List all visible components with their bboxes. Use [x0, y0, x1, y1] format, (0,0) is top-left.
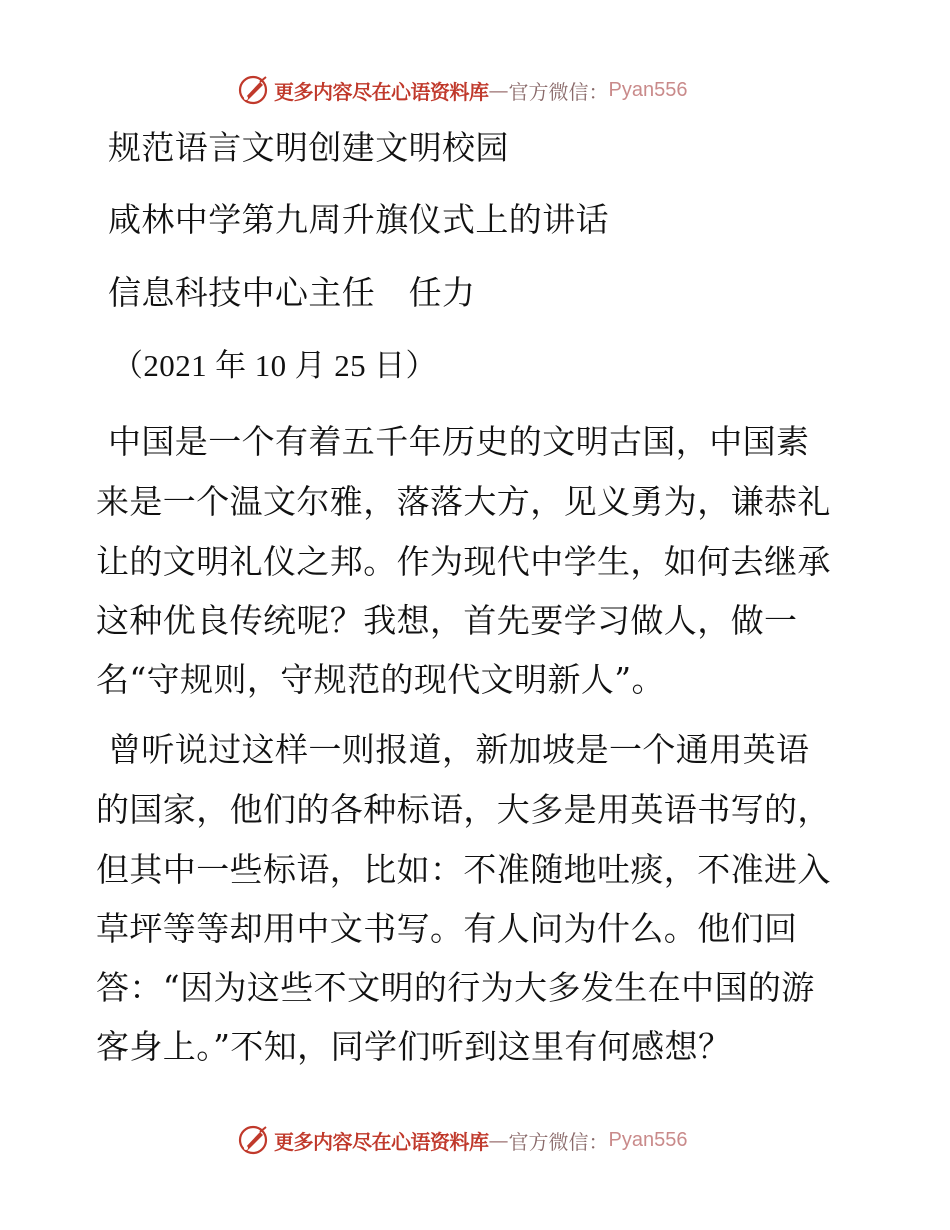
quill-logo-icon	[236, 73, 270, 107]
banner-official-label: 官方微信：	[508, 79, 609, 104]
banner-dash: —	[488, 1128, 509, 1152]
paragraph-line: 客身上。”不知，同学们听到这里有何感想？	[96, 1027, 732, 1066]
document-subtitle: 咸林中学第九周升旗仪式上的讲话	[108, 200, 609, 239]
paragraph-line: 但其中一些标语，比如：不准随地吐痰，不准进入	[96, 850, 831, 889]
banner-official-label: 官方微信：	[508, 1129, 609, 1154]
quill-logo-icon	[236, 1123, 270, 1157]
speaker-line: 信息科技中心主任 任力	[108, 273, 476, 312]
document-title: 规范语言文明创建文明校园	[108, 128, 509, 167]
banner-dash: —	[488, 78, 509, 102]
watermark-banner-bottom	[236, 1122, 687, 1158]
paragraph-line: 让的文明礼仪之邦。作为现代中学生，如何去继承	[96, 542, 831, 581]
watermark-banner-top	[236, 72, 687, 108]
paragraph-line: 草坪等等却用中文书写。有人问为什么。他们回	[96, 909, 798, 948]
paragraph-line: 名“守规则，守规范的现代文明新人”。	[96, 660, 665, 699]
paragraph-line: 曾听说过这样一则报道，新加坡是一个通用英语	[108, 730, 810, 769]
paragraph-line: 来是一个温文尔雅，落落大方，见义勇为，谦恭礼	[96, 482, 831, 521]
speech-date: （2021 年 10 月 25 日）	[112, 348, 437, 383]
banner-main-text: 更多内容尽在心语资料库	[274, 79, 489, 104]
banner-wechat-id: Pyan556	[608, 1128, 688, 1151]
banner-wechat-id: Pyan556	[608, 78, 688, 101]
paragraph-line: 中国是一个有着五千年历史的文明古国，中国素	[108, 422, 810, 461]
banner-main-text: 更多内容尽在心语资料库	[274, 1129, 489, 1154]
paragraph-line: 答：“因为这些不文明的行为大多发生在中国的游	[96, 968, 815, 1007]
paragraph-line: 的国家，他们的各种标语，大多是用英语书写的，	[96, 790, 831, 829]
paragraph-line: 这种优良传统呢？我想，首先要学习做人，做一	[96, 601, 798, 640]
